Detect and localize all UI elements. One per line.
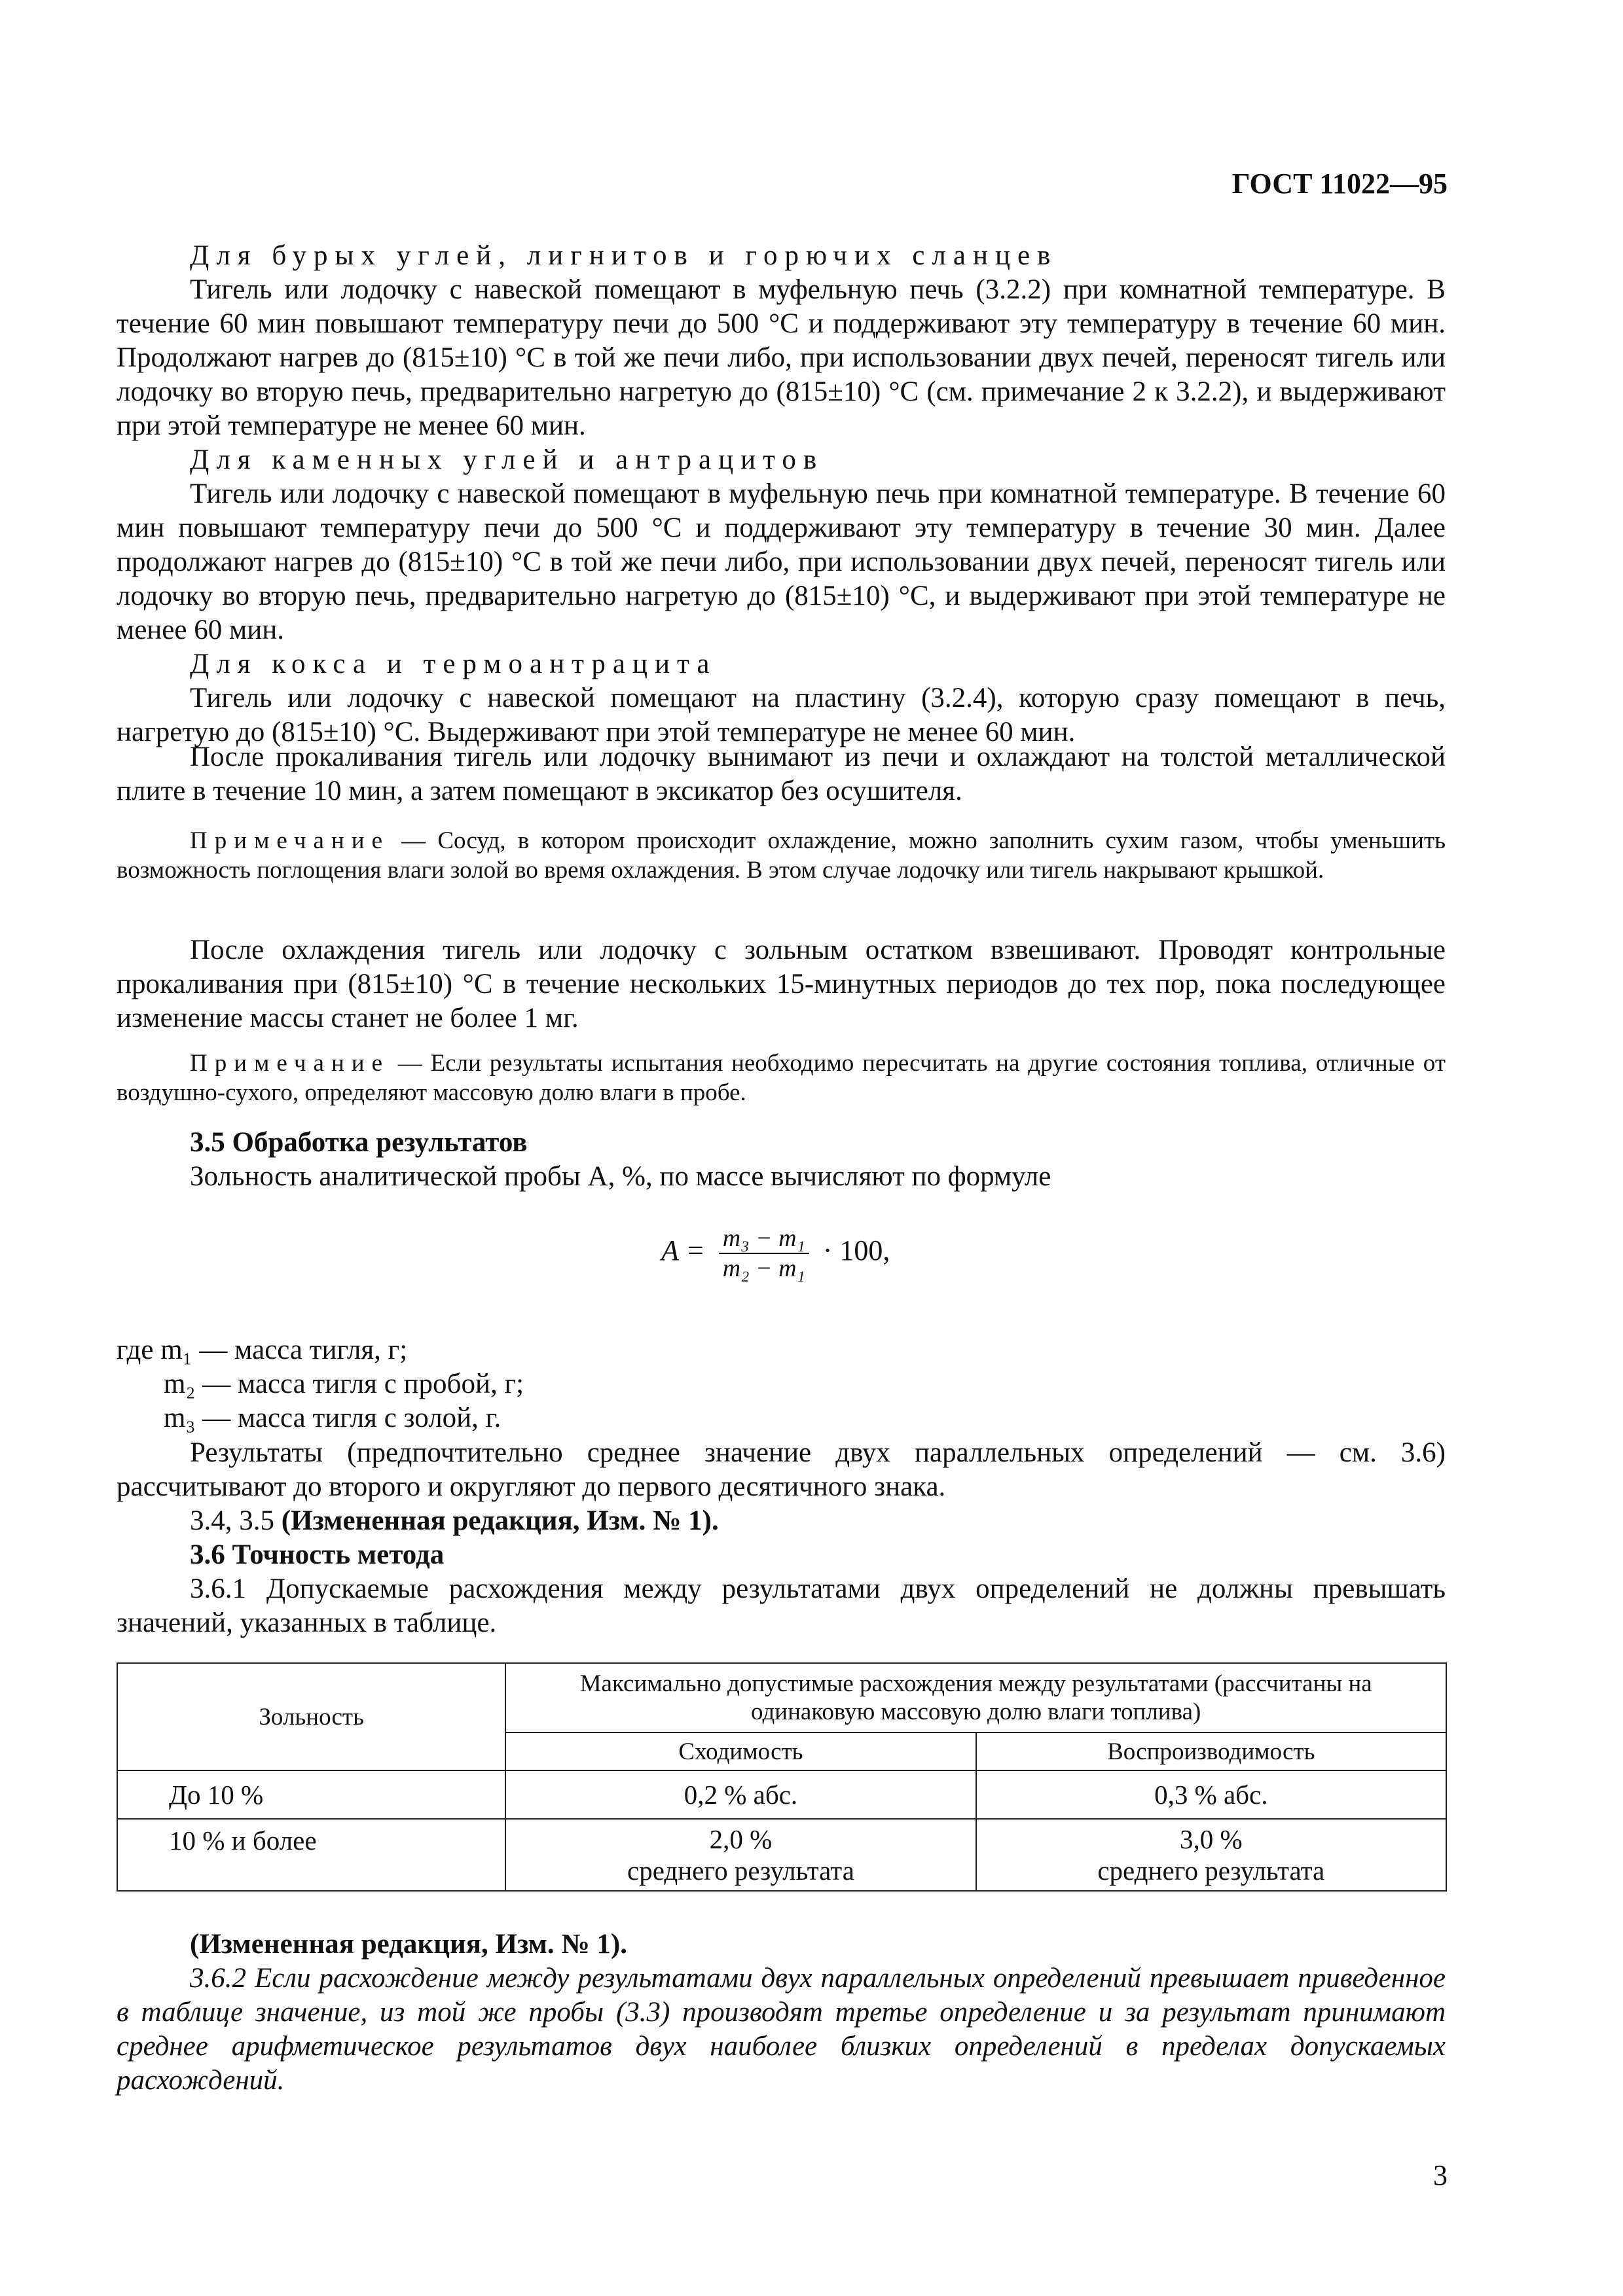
row-2-repeatability	[505, 1819, 976, 1891]
note-1	[117, 826, 1446, 885]
amendment-2: (Измененная редакция, Изм. № 1).	[190, 1929, 627, 1960]
row-2-repeatability-note: среднего результата	[627, 1856, 854, 1886]
ash-formula	[661, 1224, 890, 1283]
where-line-3: m₃ — масса тигля с золой, г.	[164, 1403, 501, 1433]
brown-coal-text: Тигель или лодочку с навеской помещают в муфельную печь (3.2.2) при комнатной температуре. В течение 60 мин повышают температуру печи до 500 °С и поддерживают эту температуру в течение 60 мин. Продолжают нагрев до (815±10) °С в той же печи либо, при использовании двух печей, переносят тигель или лодочку во вторую печь, предварительно нагретую до (815±10) °С (см. примечание 2 к 3.2.2), и выдерживают при этой температуре не менее 60 мин.	[117, 274, 1446, 441]
section-3-5-intro: Зольность аналитической пробы А, %, по массе вычисляют по формуле	[190, 1161, 1051, 1192]
after-cooling-text: После охлаждения тигель или лодочку с зольным остатком взвешивают. Проводят контрольные прокаливания при (815±10) °С в течение нескольких 15-минутных периодов до тех пор, пока последующее изменение массы станет не более 1 мг.	[117, 935, 1446, 1033]
header-reproducibility: Воспроизводимость	[976, 1732, 1446, 1770]
where-line-2: m₂ — масса тигля с пробой, г;	[164, 1369, 524, 1399]
row-1-reproducibility: 0,3 % абс.	[976, 1770, 1446, 1819]
row-1-ash: До 10 %	[117, 1770, 505, 1819]
section-3-5-title: 3.5 Обработка результатов	[190, 1127, 528, 1158]
tolerance-table	[117, 1662, 1447, 1892]
section-3-6-2-text: 3.6.2 Если расхождение между результатами двух параллельных определений превышает приведенное в таблице значение, из той же пробы (3.3) производят третье определение и за результат принимают среднее арифметическое результатов двух наиболее близких определений в пределах допускаемых расхождений.	[117, 1963, 1446, 2096]
brown-coal-heading: Для бурых углей, лигнитов и горючих сланцев	[190, 240, 1058, 271]
section-3-6-title: 3.6 Точность метода	[190, 1539, 445, 1570]
note-1-label: Примечание	[190, 827, 390, 854]
where-line-1: где m₁ — масса тигля, г;	[117, 1335, 408, 1365]
note-1-text: — Сосуд, в котором происходит охлаждение, можно заполнить сухим газом, чтобы уменьшить возможность поглощения влаги золой во время охлаждения. В этом случае лодочку или тигель накрывают крышкой.	[117, 827, 1446, 884]
page-number: 3	[1433, 2159, 1448, 2191]
row-2-reproducibility-note: среднего результата	[1097, 1856, 1325, 1886]
note-2-label: Примечание	[190, 1050, 390, 1077]
formula-tail: · 100,	[822, 1234, 890, 1267]
header-max-divergence: Максимально допустимые расхождения между результатами (рассчитаны на одинаковую массовую долю влаги топлива)	[505, 1663, 1446, 1732]
hard-coal-heading: Для каменных углей и антрацитов	[190, 444, 824, 475]
formula-numerator: m₃ − m₁	[719, 1224, 809, 1254]
row-2-reproducibility-value: 3,0 %	[1179, 1824, 1243, 1854]
results-text: Результаты (предпочтительно среднее значение двух параллельных определений — см. 3.6) рассчитывают до второго и округляют до первого десятичного знака.	[117, 1437, 1446, 1502]
table-row	[117, 1770, 1446, 1819]
page-header: ГОСТ 11022—95	[1231, 168, 1448, 200]
note-2	[117, 1049, 1446, 1107]
row-2-reproducibility	[976, 1819, 1446, 1891]
coke-text: Тигель или лодочку с навеской помещают на пластину (3.2.4), которую сразу помещают в печь, нагретую до (815±10) °С. Выдерживают при этой температуре не менее 60 мин.	[117, 683, 1446, 747]
row-1-repeatability: 0,2 % абс.	[505, 1770, 976, 1819]
table-row	[117, 1819, 1446, 1891]
hard-coal-text: Тигель или лодочку с навеской помещают в муфельную печь при комнатной температуре. В течение 60 мин повышают температуру печи до 500 °С и поддерживают эту температуру в течение 30 мин. Далее продолжают нагрев до (815±10) °С в той же печи либо, при использовании двух печей, переносят тигель или лодочку во вторую печь, предварительно нагретую до (815±10) °С, и выдерживают при этой температуре не менее 60 мин.	[117, 478, 1446, 645]
formula-lhs: A =	[661, 1234, 705, 1267]
amendment-1-prefix: 3.4, 3.5	[190, 1505, 282, 1536]
formula-denominator: m₂ − m₁	[722, 1255, 805, 1282]
section-3-6-1-text: 3.6.1 Допускаемые расхождения между результатами двух определений не должны превышать значений, указанных в таблице.	[117, 1573, 1446, 1638]
amendment-1-bold: (Измененная редакция, Изм. № 1).	[281, 1505, 719, 1536]
formula-fraction	[719, 1224, 809, 1283]
header-repeatability: Сходимость	[505, 1732, 976, 1770]
after-calcination-text: После прокаливания тигель или лодочку вынимают из печи и охлаждают на толстой металлической плите в течение 10 мин, а затем помещают в эксикатор без осушителя.	[117, 742, 1446, 806]
note-2-text: — Если результаты испытания необходимо пересчитать на другие состояния топлива, отличные от воздушно-сухого, определяют массовую долю влаги в пробе.	[117, 1050, 1446, 1106]
coke-heading: Для кокса и термоантрацита	[190, 649, 717, 679]
amendment-1	[117, 1504, 1446, 1538]
row-2-ash: 10 % и более	[117, 1819, 505, 1891]
row-2-repeatability-value: 2,0 %	[709, 1824, 773, 1854]
header-ash: Зольность	[117, 1663, 505, 1770]
